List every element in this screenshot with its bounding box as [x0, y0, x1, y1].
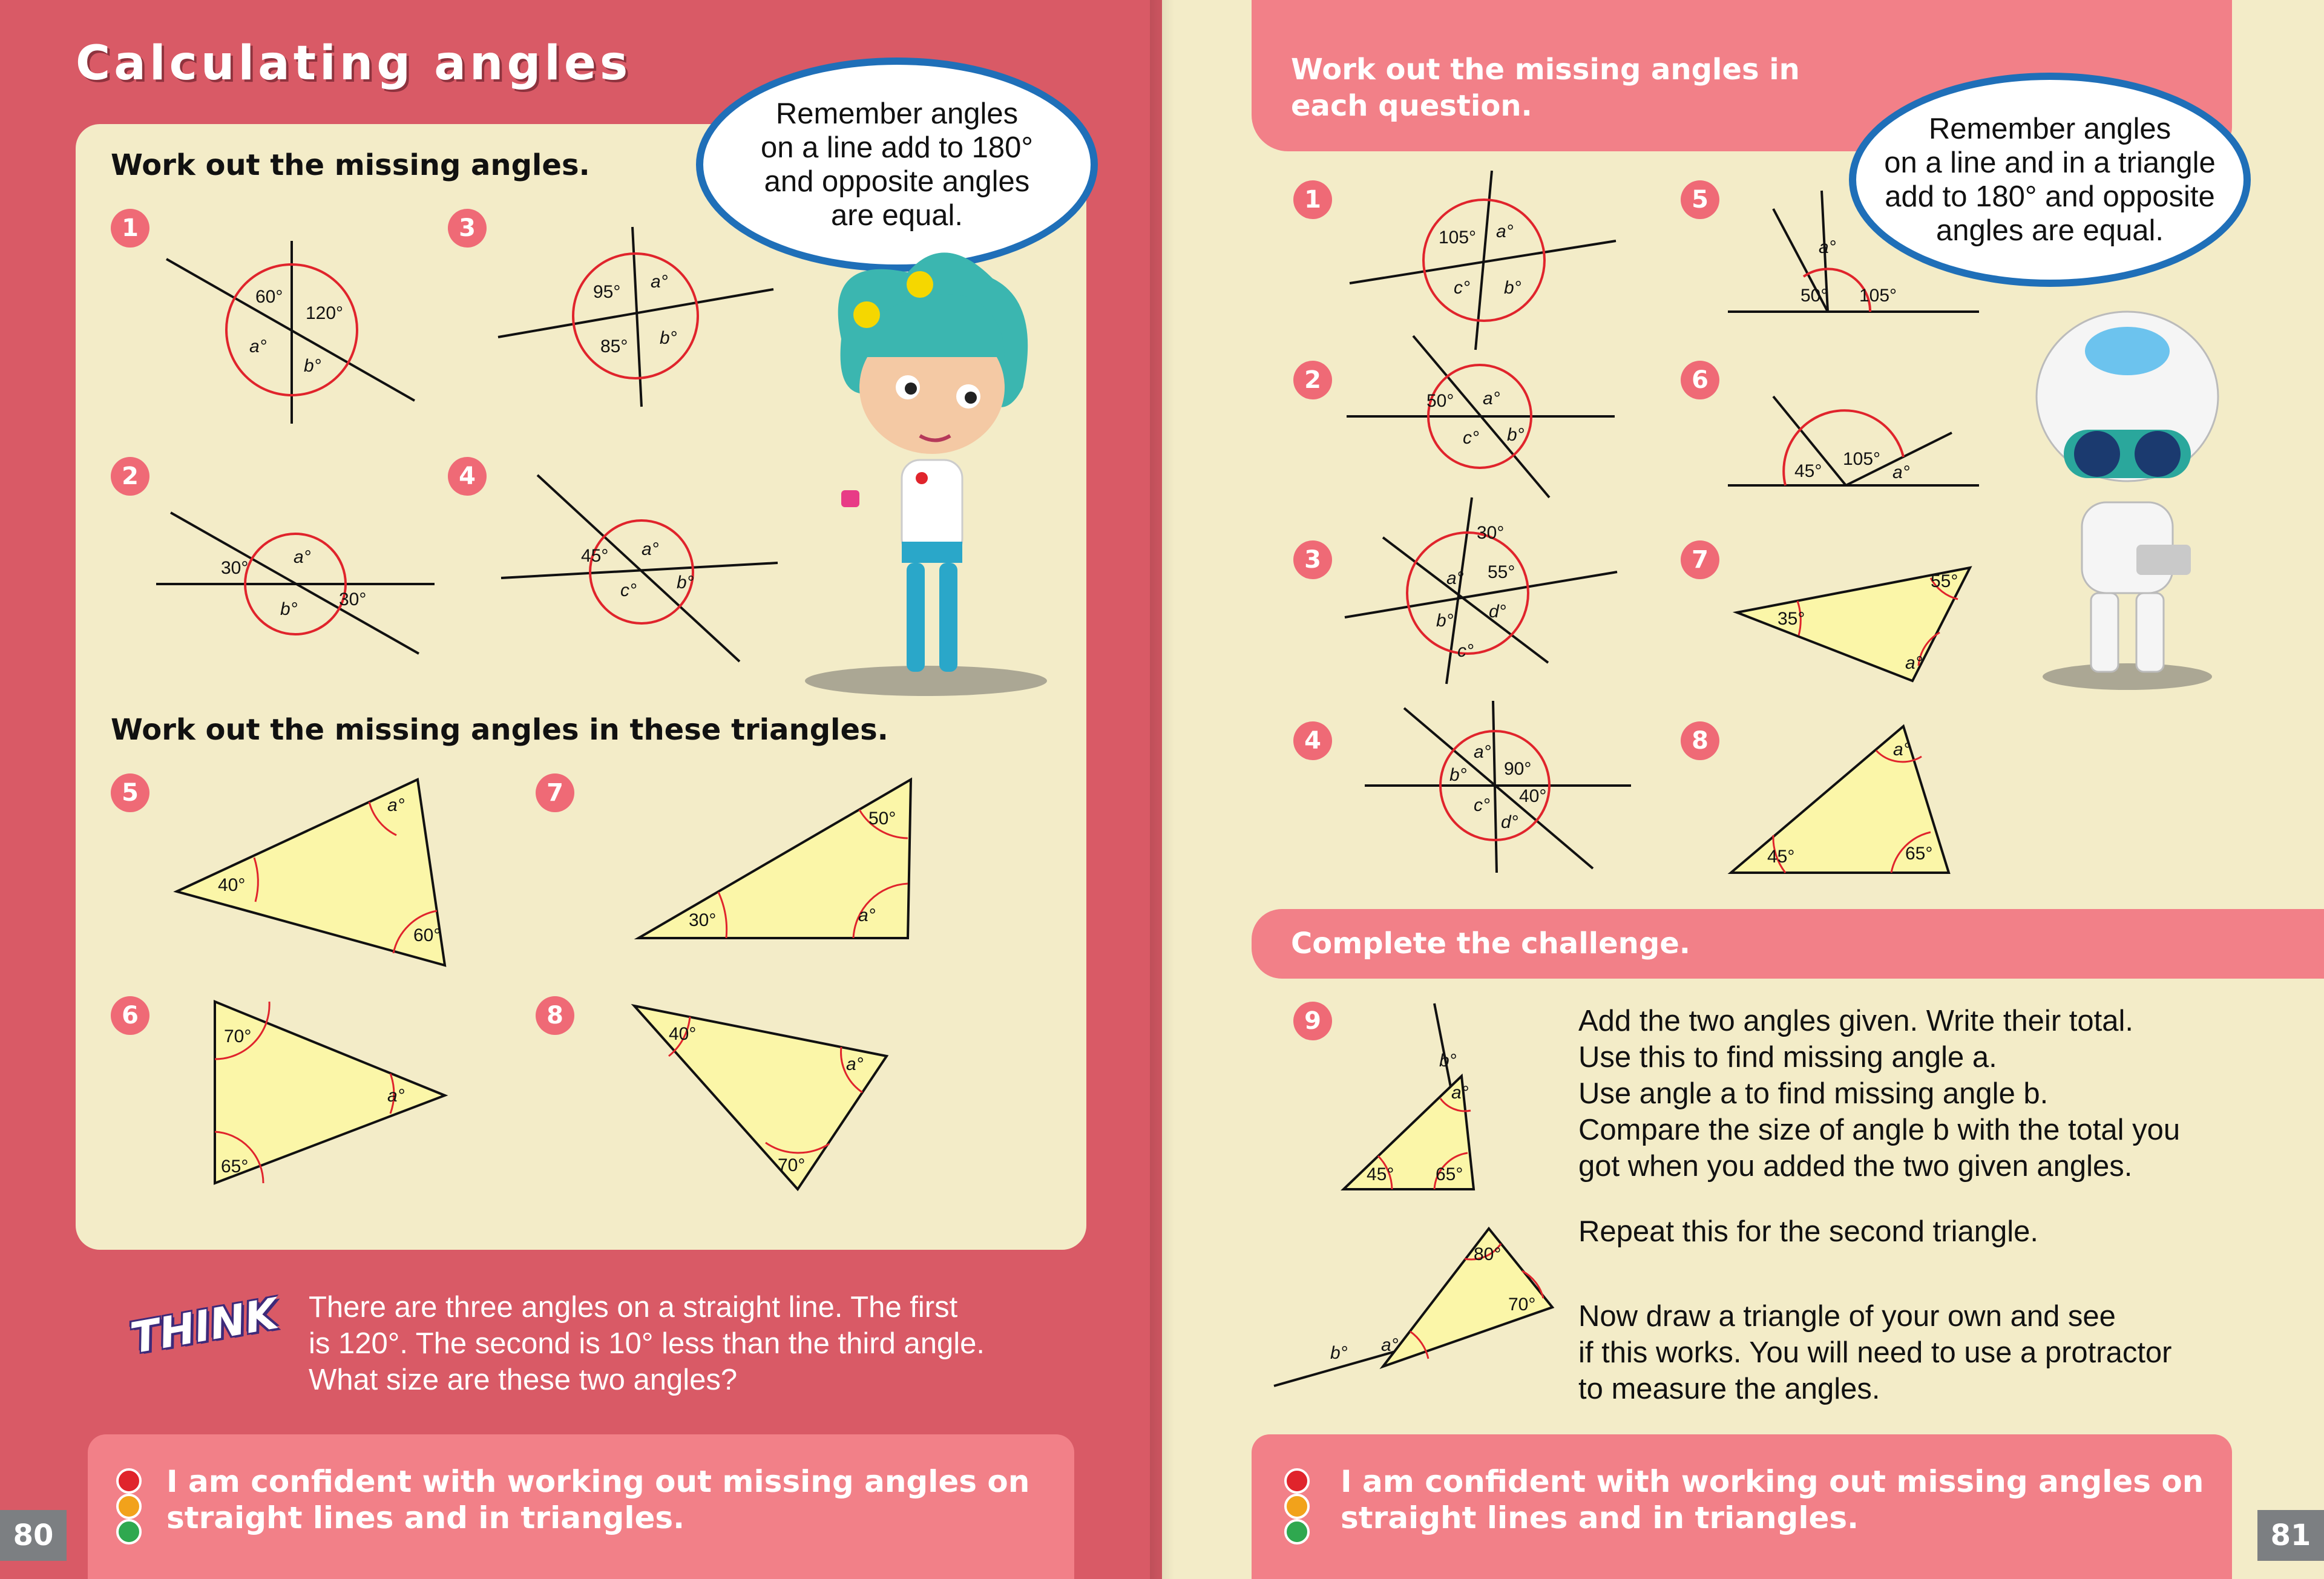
question-number: 3	[448, 209, 487, 248]
question-number: 8	[1681, 721, 1719, 760]
page-number: 81	[2257, 1510, 2324, 1561]
instruction-line: Use angle a to find missing angle b.	[1578, 1077, 2049, 1110]
question-number: 1	[111, 209, 149, 248]
r-q5-angle-label: 50°	[1800, 286, 1828, 306]
traffic-light-green[interactable]	[1284, 1519, 1310, 1545]
instruction-line: Compare the size of angle b with the total you	[1578, 1114, 2181, 1146]
bubble-line: Remember angles	[1928, 113, 2171, 145]
q9b-angle-label: 80°	[1474, 1244, 1502, 1264]
r-q2-angle-label: a°	[1483, 389, 1500, 409]
r-q7-angle-label: 35°	[1777, 609, 1805, 629]
q5-angle-label: 60°	[413, 925, 441, 945]
bubble-line: and opposite angles	[764, 165, 1030, 198]
r-q5-angle-label: 105°	[1859, 286, 1897, 306]
r-q3-angle-label: 55°	[1488, 562, 1515, 582]
confidence-line: straight lines and in triangles.	[166, 1500, 685, 1535]
instruction-line: Add the two angles given. Write their total.	[1578, 1005, 2133, 1037]
r-q7-angle-label: 55°	[1931, 571, 1958, 591]
q8-angle-label: 70°	[778, 1155, 806, 1175]
r-q6-angle-label: 45°	[1794, 461, 1822, 481]
r-q3-angle-label: b°	[1436, 611, 1454, 631]
confidence-line: I am confident with working out missing angles on	[166, 1464, 1030, 1499]
question-number: 7	[536, 773, 574, 812]
confidence-line: straight lines and in triangles.	[1341, 1500, 1859, 1535]
question-number: 6	[1681, 361, 1719, 399]
q2-diagram	[156, 513, 435, 654]
q9a-angle-label: a°	[1451, 1083, 1469, 1103]
think-logo: THINK	[126, 1288, 282, 1364]
bubble-line: add to 180° and opposite	[1885, 180, 2215, 213]
q3-angle-label: 85°	[600, 336, 628, 356]
confidence-line: I am confident with working out missing angles on	[1341, 1464, 2204, 1499]
r-q4-angle-label: c°	[1474, 795, 1490, 815]
r-q3-angle-label: c°	[1457, 641, 1474, 661]
bubble-line: on a line add to 180°	[760, 131, 1034, 164]
q7-angle-label: a°	[858, 905, 876, 925]
r-q1-angle-label: b°	[1504, 278, 1521, 298]
instruction-line: got when you added the two given angles.	[1578, 1150, 2133, 1183]
q7-angle-label: 30°	[689, 910, 717, 930]
q9a-angle-label: 65°	[1436, 1164, 1463, 1184]
question-number: 4	[1293, 721, 1332, 760]
question-number: 5	[111, 773, 149, 812]
question-number: 2	[111, 457, 149, 496]
question-number: 1	[1293, 180, 1332, 219]
repeat-instruction: Repeat this for the second triangle.	[1578, 1215, 2038, 1248]
q2-angle-label: 30°	[221, 558, 249, 578]
q2-angle-label: a°	[294, 547, 311, 567]
page-number: 80	[0, 1510, 67, 1561]
r-q3-angle-label: a°	[1446, 568, 1464, 588]
q4-angle-label: 45°	[581, 546, 609, 566]
q3-angle-label: b°	[660, 328, 677, 348]
r-q2-angle-label: b°	[1507, 425, 1525, 445]
question-number: 5	[1681, 180, 1719, 219]
q1-angle-label: a°	[249, 336, 267, 356]
q5-angle-label: 40°	[218, 875, 246, 895]
robot-character-illustration	[2037, 312, 2218, 690]
q9b-angle-label: a°	[1381, 1335, 1399, 1355]
challenge-band: Complete the challenge.	[1252, 909, 2324, 979]
q9b-angle-label: b°	[1330, 1343, 1348, 1363]
bubble-line: are equal.	[831, 199, 963, 232]
traffic-light-amber[interactable]	[116, 1494, 142, 1519]
q3-angle-label: a°	[651, 272, 668, 292]
right-page	[1162, 0, 2324, 1579]
r-q3-angle-label: d°	[1489, 602, 1506, 622]
question-number: 8	[536, 996, 574, 1035]
q4-diagram	[501, 475, 778, 661]
traffic-light-red[interactable]	[1284, 1468, 1310, 1494]
r-q1-angle-label: a°	[1496, 222, 1514, 241]
q5-angle-label: a°	[387, 795, 405, 815]
q7-angle-label: 50°	[868, 809, 896, 829]
question-number: 2	[1293, 361, 1332, 399]
r-q1-angle-label: c°	[1454, 278, 1470, 298]
q1-diagram	[166, 241, 415, 424]
instruction-line: Use this to find missing angle a.	[1578, 1041, 1997, 1074]
r-q6-angle-label: a°	[1892, 462, 1910, 482]
q4-angle-label: c°	[620, 580, 637, 600]
question-number: 9	[1293, 1002, 1332, 1040]
r-q4-angle-label: a°	[1474, 742, 1491, 762]
q1-angle-label: 60°	[255, 287, 283, 307]
think-question	[309, 1289, 1053, 1398]
q6-angle-label: a°	[387, 1086, 405, 1106]
r-q4-angle-label: d°	[1501, 812, 1518, 832]
traffic-light-green[interactable]	[116, 1519, 142, 1545]
r-q2-angle-label: 50°	[1426, 391, 1454, 411]
q8-angle-label: a°	[846, 1054, 864, 1074]
q1-angle-label: b°	[304, 356, 321, 376]
q6-angle-label: 65°	[221, 1157, 249, 1177]
challenge-instructions	[1578, 1003, 2180, 1184]
instruction-line: each question.	[1291, 89, 1532, 123]
instruction-line: Work out the missing angles in	[1291, 53, 1800, 87]
q9b-angle-label: 70°	[1508, 1295, 1536, 1315]
bubble-line: angles are equal.	[1936, 214, 2164, 247]
r-q8-angle-label: a°	[1893, 740, 1911, 760]
think-line: There are three angles on a straight line. The first	[309, 1291, 958, 1324]
r-q4-angle-label: 40°	[1519, 786, 1547, 806]
question-number: 6	[111, 996, 149, 1035]
book-gutter	[1150, 0, 1174, 1579]
q4-angle-label: b°	[677, 573, 694, 593]
q4-angle-label: a°	[642, 539, 659, 559]
r-q7-angle-label: a°	[1905, 653, 1923, 673]
r-q5-angle-label: a°	[1819, 237, 1836, 257]
question-number: 7	[1681, 540, 1719, 579]
q2-angle-label: 30°	[339, 589, 367, 609]
r-q4-angle-label: b°	[1449, 765, 1467, 785]
heading-missing-angles: Work out the missing angles.	[111, 148, 590, 182]
q3-angle-label: 95°	[593, 282, 621, 302]
think-line: is 120°. The second is 10° less than the third angle.	[309, 1327, 985, 1360]
question-number: 3	[1293, 540, 1332, 579]
r-q2-angle-label: c°	[1463, 428, 1479, 448]
q6-angle-label: 70°	[224, 1026, 252, 1046]
bubble-line: Remember angles	[775, 97, 1019, 130]
q8-angle-label: 40°	[669, 1024, 697, 1044]
r-q6-angle-label: 105°	[1843, 449, 1881, 469]
traffic-light-amber[interactable]	[1284, 1494, 1310, 1519]
q9a-angle-label: 45°	[1367, 1164, 1394, 1184]
r-q8-angle-label: 65°	[1905, 844, 1933, 864]
draw-instruction	[1578, 1298, 2172, 1407]
instruction-line: to measure the angles.	[1578, 1373, 1880, 1405]
instruction-line: Now draw a triangle of your own and see	[1578, 1300, 2116, 1333]
r-q8-angle-label: 45°	[1767, 847, 1795, 867]
confidence-statement	[166, 1463, 1029, 1536]
r-q4-angle-label: 90°	[1504, 759, 1532, 779]
q9a-angle-label: b°	[1439, 1051, 1457, 1071]
question-number: 4	[448, 457, 487, 496]
q2-angle-label: b°	[280, 599, 298, 619]
q3-diagram	[498, 227, 773, 407]
r-q3-angle-label: 30°	[1477, 523, 1505, 543]
heading-triangles: Work out the missing angles in these triangles.	[111, 713, 888, 747]
q1-angle-label: 120°	[306, 303, 344, 323]
think-line: What size are these two angles?	[309, 1364, 738, 1396]
traffic-light-red[interactable]	[116, 1468, 142, 1494]
girl-character-illustration	[805, 252, 1047, 696]
bubble-line: on a line and in a triangle	[1884, 146, 2216, 179]
instruction-line: if this works. You will need to use a protractor	[1578, 1336, 2172, 1369]
page-title: Calculating angles	[76, 36, 632, 91]
r-q1-angle-label: 105°	[1439, 228, 1477, 248]
confidence-statement	[1341, 1463, 2204, 1536]
